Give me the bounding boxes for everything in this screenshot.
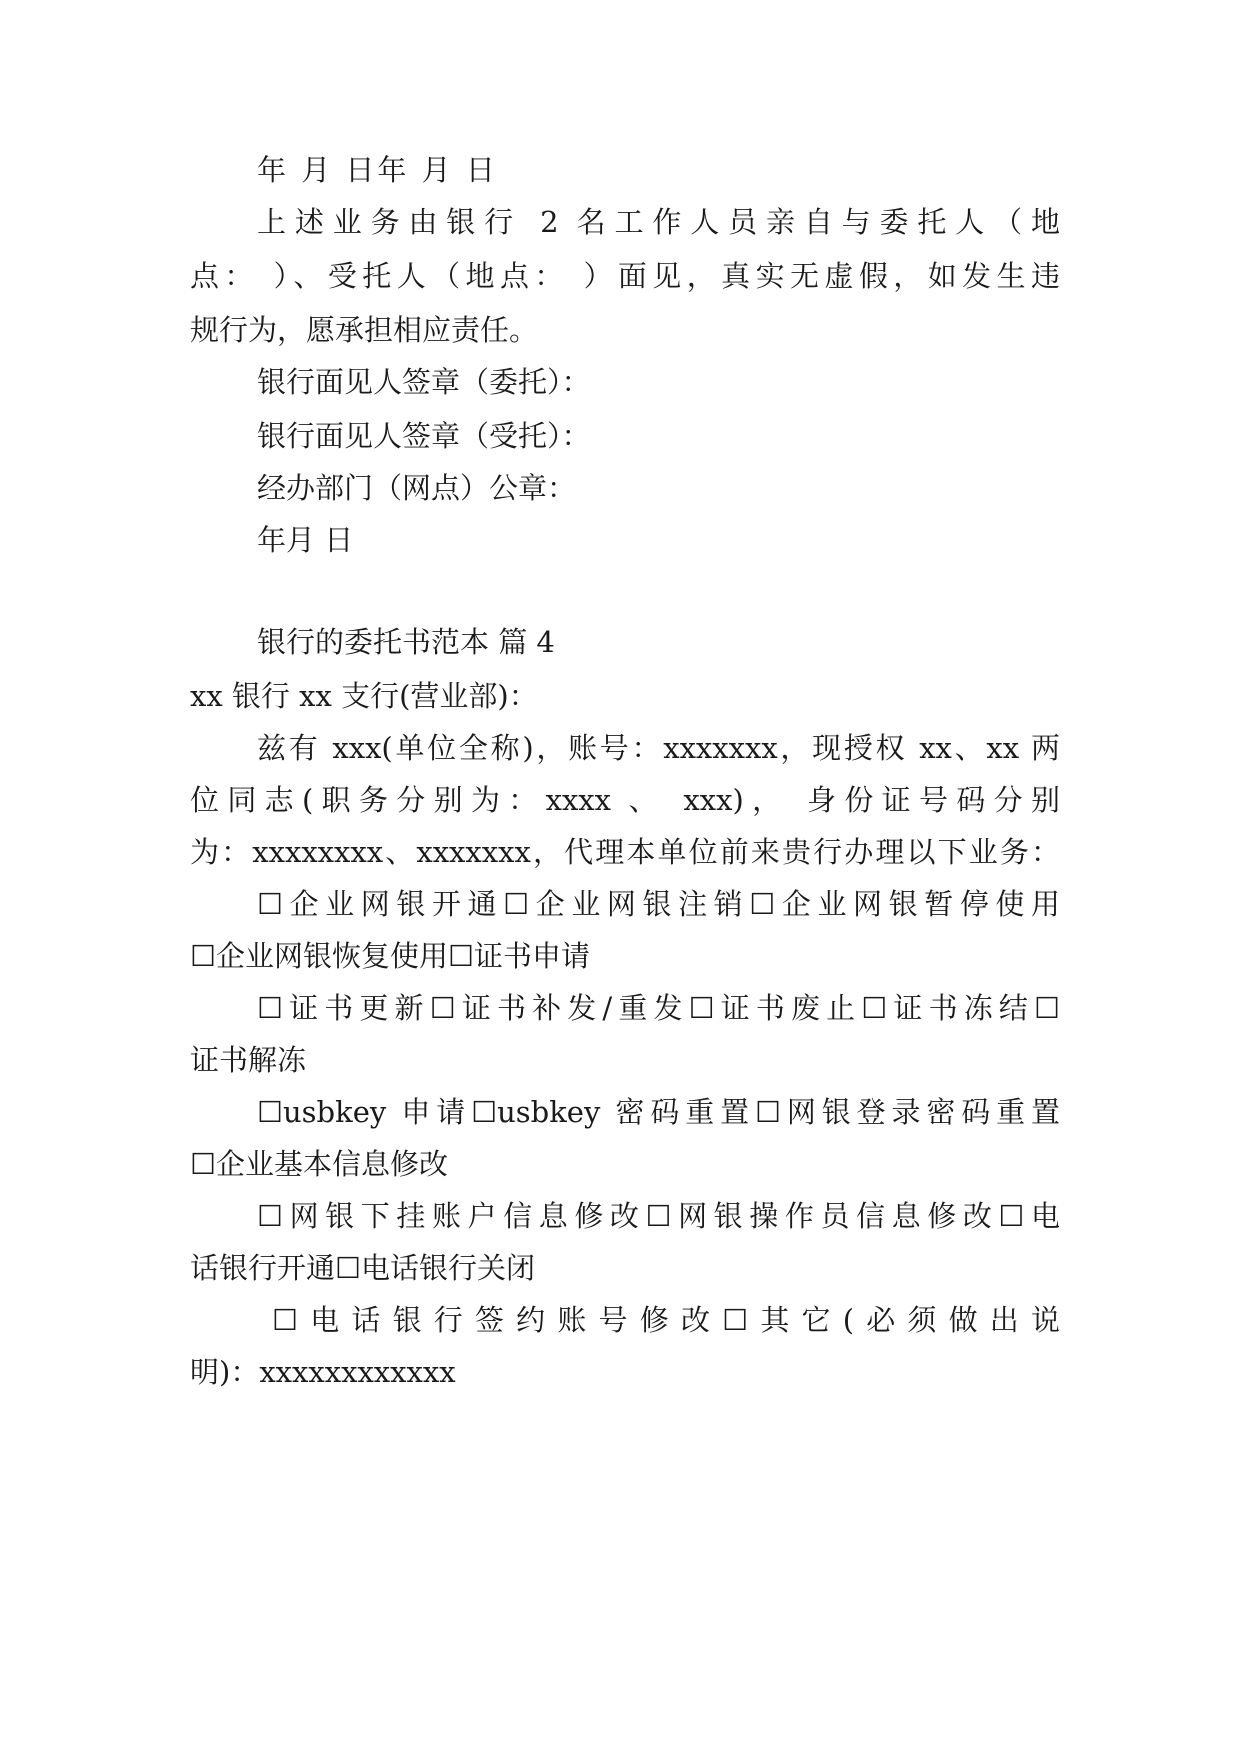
checkbox-row-2-line-1: ☐证书更新☐证书补发/重发☐证书废止☐证书冻结☐ <box>257 991 1060 1025</box>
authorization-line-2: 位同志(职务分别为：xxxx 、 xxx)， 身份证号码分别 <box>190 783 1060 817</box>
checkbox-row-4-line-2: 话银行开通☐电话银行关闭 <box>190 1251 535 1285</box>
verification-paragraph-line-1: 上述业务由银行 2 名工作人员亲自与委托人（地 <box>257 205 1060 239</box>
bank-signature-consignee: 银行面见人签章（受托）： <box>257 419 591 453</box>
checkbox-row-1-line-2: ☐企业网银恢复使用☐证书申请 <box>190 939 590 973</box>
addressee: xx 银行 xx 支行(营业部)： <box>190 679 538 713</box>
checkbox-row-3-line-2: ☐企业基本信息修改 <box>190 1147 448 1181</box>
checkbox-row-4-line-1: ☐网银下挂账户信息修改☐网银操作员信息修改☐电 <box>257 1199 1060 1233</box>
checkbox-row-1-line-1: ☐企业网银开通☐企业网银注销☐企业网银暂停使用 <box>257 887 1060 921</box>
section-title: 银行的委托书范本 篇 4 <box>257 625 555 659</box>
checkbox-row-5-line-2: 明)：xxxxxxxxxxxx <box>190 1355 456 1389</box>
date-line-bottom: 年月 日 <box>257 523 354 557</box>
verification-paragraph-line-2: 点： ）、受托人（地点： ）面见，真实无虚假，如发生违 <box>190 259 1060 293</box>
authorization-line-3: 为：xxxxxxxx、xxxxxxx，代理本单位前来贵行办理以下业务： <box>190 835 1060 869</box>
verification-paragraph-line-3: 规行为，愿承担相应责任。 <box>190 313 539 347</box>
checkbox-row-3-line-1: ☐usbkey 申请☐usbkey 密码重置☐网银登录密码重置 <box>257 1095 1060 1129</box>
department-seal: 经办部门（网点）公章： <box>257 471 577 505</box>
checkbox-row-5-line-1: ☐电话银行签约账号修改☐其它(必须做出说 <box>272 1303 1060 1337</box>
date-line-top: 年 月 日年 月 日 <box>257 153 498 187</box>
authorization-line-1: 兹有 xxx(单位全称)，账号：xxxxxxx，现授权 xx、xx 两 <box>257 731 1060 765</box>
checkbox-row-2-line-2: 证书解冻 <box>190 1043 307 1077</box>
bank-signature-consignor: 银行面见人签章（委托）： <box>257 365 591 399</box>
